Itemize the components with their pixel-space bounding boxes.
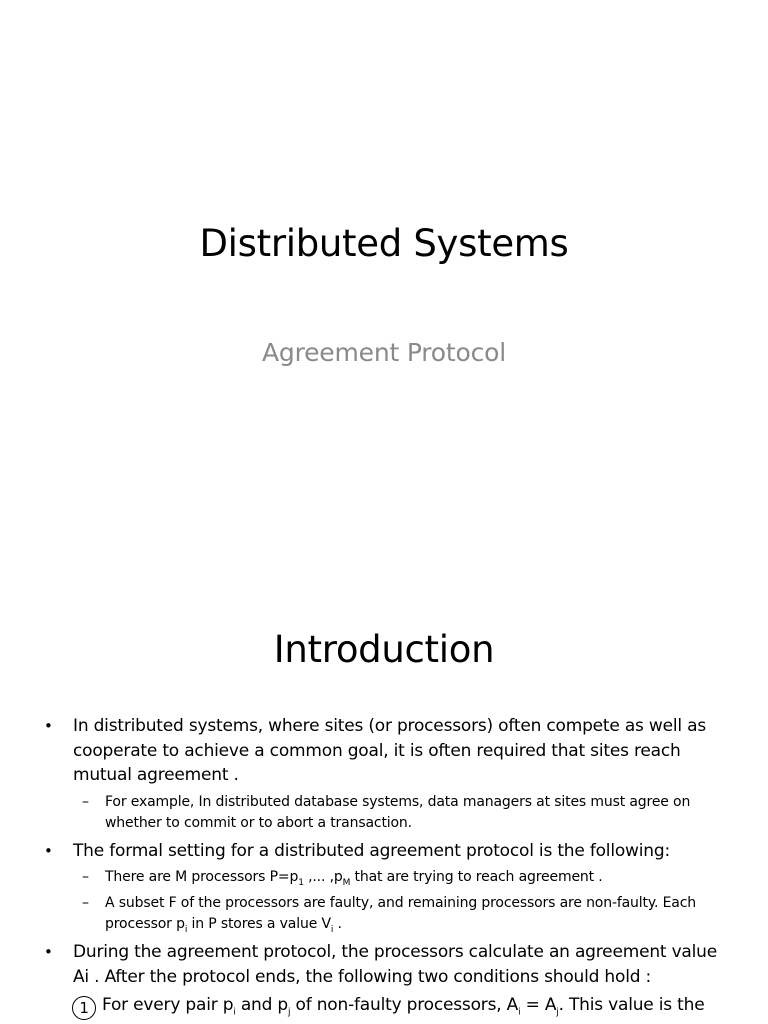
bullet-text: For example, In distributed database systems, data managers at sites must agree on whether to commit or to abort a transaction.	[105, 793, 691, 831]
bullet-text: A subset F of the processors are faulty, and remaining processors are non-faulty. Each processor $p_i$ in P stores a value $V_i$ .	[105, 895, 696, 935]
numbered-condition	[44, 993, 734, 1020]
bullet-dot-icon: •	[44, 943, 53, 961]
slide-title: Distributed Systems	[199, 222, 569, 265]
bullet-text: There are M processors $P=p_1$ ,... $,p_M$ that are trying to reach agreement .	[105, 869, 603, 888]
bullet-text: The formal setting for a distributed agreement protocol is the following:	[73, 840, 670, 861]
bullet-dot-icon: •	[44, 717, 53, 735]
sub-list-item	[44, 867, 734, 888]
introduction-slide	[0, 576, 768, 1024]
list-item	[44, 839, 734, 864]
dash-icon: –	[82, 869, 89, 885]
bullet-dot-icon: •	[44, 841, 53, 860]
bullet-list	[44, 714, 734, 1020]
sub-list-item	[44, 893, 734, 935]
slide-title: Introduction	[273, 628, 495, 671]
list-item	[44, 940, 734, 989]
circled-number-icon: 1	[72, 996, 96, 1020]
bullet-text: In distributed systems, where sites (or processors) often compete as well as cooperate to achieve a common goal, it is often required that sites reach mutual agreement .	[73, 716, 707, 785]
dash-icon: –	[82, 895, 89, 911]
slide-subtitle: Agreement Protocol	[262, 338, 506, 367]
bullet-text: During the agreement protocol, the processors calculate an agreement value Ai . After the protocol ends, the following two conditions should hold :	[73, 942, 717, 987]
sub-list-item	[44, 792, 734, 834]
list-item	[44, 714, 734, 788]
condition-text: For every pair $p_i$ and $p_j$ of non-faulty processors, $A_i = A_j$. This value is the	[102, 995, 705, 1018]
dash-icon: –	[82, 793, 89, 810]
